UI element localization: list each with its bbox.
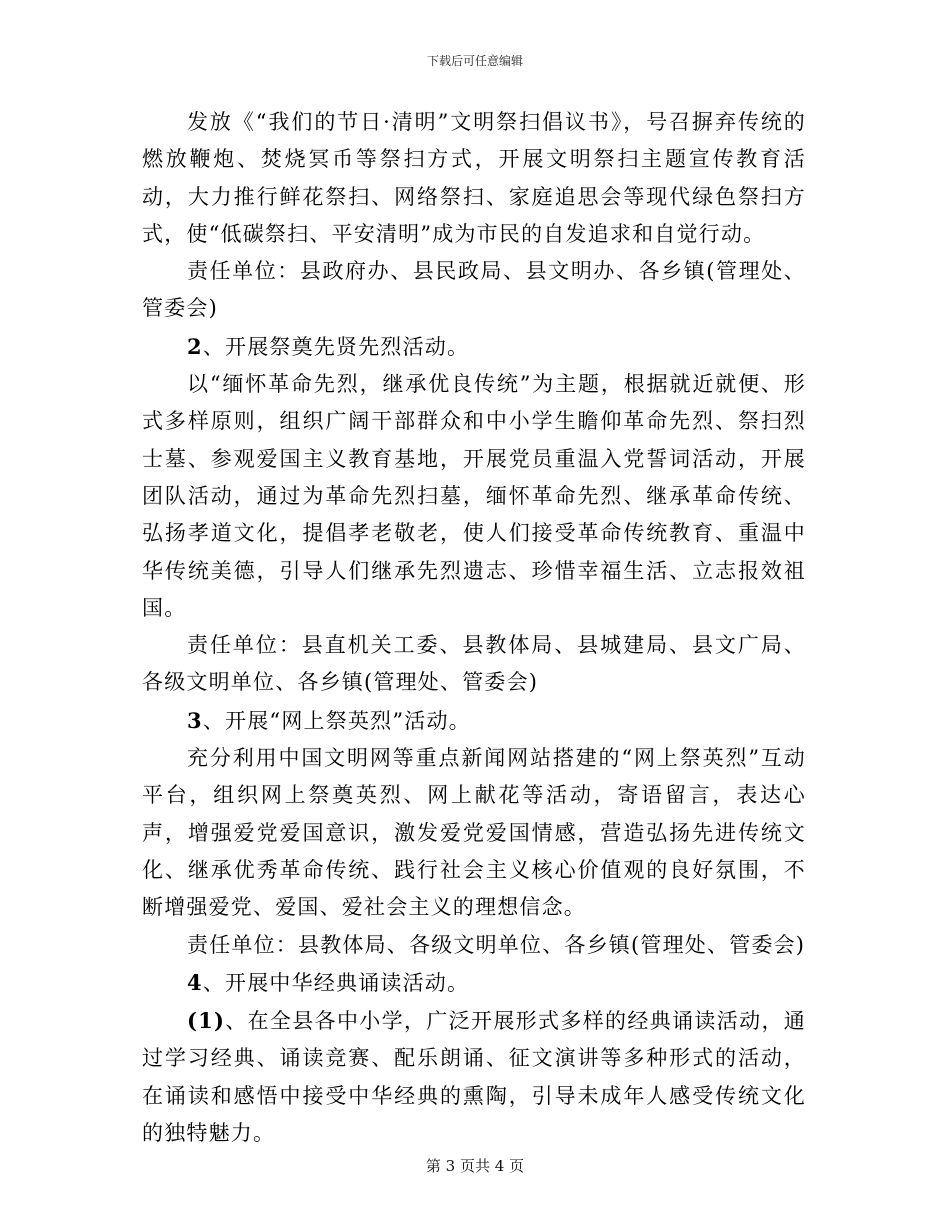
section-number: 2 <box>187 333 203 359</box>
section-heading-4 <box>142 964 806 1002</box>
paragraph-responsible-units-2 <box>142 627 806 702</box>
paragraph-text: 责任单位：县政府办、县民政局、县文明办、各乡镇(管理处、管委会) <box>142 259 806 321</box>
paragraph-initiative <box>142 104 806 253</box>
section-heading-text: 、开展祭奠先贤先烈活动。 <box>202 334 470 359</box>
section-heading-3 <box>142 702 806 740</box>
paragraph-text: 以“缅怀革命先烈，继承优良传统”为主题，根据就近就便、形式多样原则，组织广阔干部群众和中小学生瞻仰革命先烈、祭扫烈士墓、参观爱国主义教育基地，开展党员重温入党誓词活动，开展团队活动，通过为革命先烈扫墓，缅怀革命先烈、继承革命传统、弘扬孝道文化，提倡孝老敬老，使人们接受革命传统教育、重温中华传统美德，引导人们继承先烈遗志、珍惜幸福生活、立志报效祖国。 <box>142 372 806 620</box>
document-body <box>142 104 806 1152</box>
page-footer: 第 3 页共 4 页 <box>425 1157 525 1175</box>
paragraph-responsible-units-3 <box>142 927 806 964</box>
paragraph-text: 责任单位：县直机关工委、县教体局、县城建局、县文广局、各级文明单位、各乡镇(管理处、管委会) <box>142 633 806 695</box>
paragraph-text: 、在全县各中小学，广泛开展形式多样的经典诵读活动，通过学习经典、诵读竞赛、配乐朗诵、征文演讲等多种形式的活动，在诵读和感悟中接受中华经典的熏陶，引导未成年人感受传统文化的独特魅力。 <box>142 1009 806 1146</box>
section-number: 3 <box>187 707 203 733</box>
paragraph-online-activity <box>142 740 806 926</box>
section-heading-text: 、开展中华经典诵读活动。 <box>202 970 470 995</box>
paragraph-text: 责任单位：县教体局、各级文明单位、各乡镇(管理处、管委会) <box>187 932 806 957</box>
paragraph-responsible-units-1 <box>142 253 806 328</box>
paragraph-classic-reading <box>142 1002 806 1152</box>
item-number: (1) <box>187 1008 226 1034</box>
paragraph-text: 充分利用中国文明网等重点新闻网站搭建的“网上祭英烈”互动平台，组织网上祭奠英烈、网上献花等活动，寄语留言，表达心声，增强爱党爱国意识，激发爱党爱国情感，营造弘扬先进传统文化、继承优秀革命传统、践行社会主义核心价值观的良好氛围，不断增强爱党、爱国、爱社会主义的理想信念。 <box>142 746 806 920</box>
paragraph-martyrs-activity <box>142 366 806 627</box>
section-number: 4 <box>187 969 203 995</box>
page-header: 下载后可任意编辑 <box>426 54 523 68</box>
section-heading-2 <box>142 328 806 366</box>
section-heading-text: 、开展“网上祭英烈”活动。 <box>202 708 471 733</box>
paragraph-text: 发放《“我们的节日·清明”文明祭扫倡议书》，号召摒弃传统的燃放鞭炮、焚烧冥币等祭扫方式，开展文明祭扫主题宣传教育活动，大力推行鲜花祭扫、网络祭扫、家庭追思会等现代绿色祭扫方式，使“低碳祭扫、平安清明”成为市民的自发追求和自觉行动。 <box>142 110 806 246</box>
